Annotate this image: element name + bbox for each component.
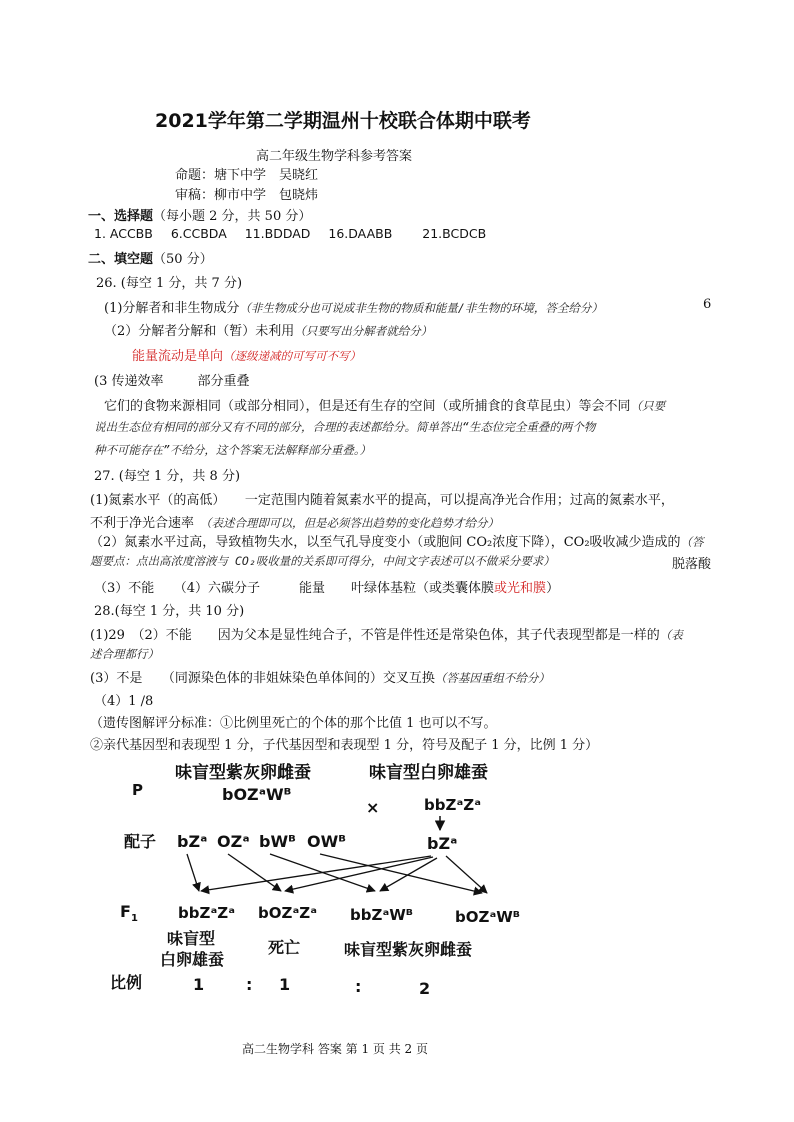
phenotype-label: 死亡	[268, 938, 301, 957]
handwritten-note: （非生物成分也可说成非生物的物质和能量/非生物的环境，答全给分）	[239, 301, 603, 315]
reviewer-line: 审稿：柳市中学 包晓炜	[175, 188, 319, 203]
handwritten-note: （只要写出分解者就给分）	[294, 324, 433, 338]
section1-note: （每小题 2 分，共 50 分）	[153, 209, 312, 224]
q28-scoring-line-2: ②亲代基因型和表现型 1 分，子代基因型和表现型 1 分，符号及配子 1 分，比例 1 分）	[90, 738, 599, 753]
answer-text: (1)29 （2）不能 因为父本是显性纯合子，不管是伴性还是常染色体，其子代表现型都是一样的	[90, 628, 660, 643]
page-footer: 高二生物学科 答案 第 1 页 共 2 页	[242, 1042, 428, 1056]
phenotype-label: 白卵雄蚕	[160, 950, 225, 969]
section2-header	[88, 248, 213, 267]
offspring-genotype: bOZᵃWᴮ	[455, 908, 520, 926]
q28-answer-3	[90, 667, 550, 686]
ratio-value: 1	[279, 975, 291, 994]
female-gamete: bWᴮ	[259, 832, 296, 851]
answer-text: (1)分解者和非生物成分	[104, 301, 240, 316]
phenotype-label: 味盲型紫灰卵雌蚕	[344, 940, 473, 959]
q26-answer-1-end: 6	[703, 297, 712, 312]
cross-line	[187, 854, 199, 891]
answer-group: 11.BDDAD	[244, 226, 311, 241]
ratio-separator: :	[355, 977, 362, 996]
answer-text: (3 传递效率	[94, 374, 164, 389]
q26-answer-1	[104, 297, 603, 316]
q28-heading: 28.(每空 1 分，共 10 分)	[94, 604, 245, 619]
answer-group: 16.DAABB	[328, 226, 393, 241]
cross-line	[201, 856, 431, 891]
q28-answer-1	[90, 624, 683, 643]
q27-answer-1: (1)氮素水平（的高低） 一定范围内随着氮素水平的提高，可以提高净光合作用；过高的氮素水平，	[90, 493, 674, 508]
q27-note-line: 题要点：点出高浓度溶液与 CO₂吸收量的关系即可得分，中间文字表述可以不做采分要求）	[90, 554, 555, 568]
section1-heading: 一、选择题	[88, 209, 154, 224]
answer-text: （2）氮素水平过高，导致植物失水，以至气孔导度变小（或胞间 CO₂浓度下降），CO₂吸收减少造成的	[90, 535, 681, 550]
male-gamete: bZᵃ	[427, 834, 458, 853]
handwritten-note: （只要	[630, 399, 666, 413]
q26-note-line-1: 说出生态位有相同的部分又有不同的部分，合理的表述都给分。简单答出“生态位完全重叠的两个物	[94, 420, 596, 434]
q26-answer-3	[132, 345, 361, 364]
q26-note-line-2: 种不可能存在”不给分，这个答案无法解释部分重叠。）	[94, 443, 372, 457]
offspring-genotype: bbZᵃWᴮ	[350, 906, 413, 924]
document-subtitle: 高二年级生物学科参考答案	[256, 149, 413, 164]
section2-heading: 二、填空题	[88, 252, 154, 267]
handwritten-note: （答基因重组不给分）	[434, 671, 550, 685]
cross-line	[270, 854, 375, 891]
phenotype-label: 味盲型	[167, 929, 216, 948]
male-parent-title: 味盲型白卵雄蚕	[369, 763, 488, 783]
answer-text: 部分重叠	[197, 374, 250, 389]
female-gamete: bZᵃ	[177, 832, 208, 851]
q26-answer-4	[94, 370, 250, 389]
q28-scoring-line-1: （遗传图解评分标准：①比例里死亡的个体的那个比值 1 也可以不写。	[90, 716, 497, 731]
answer-text: （2）分解者分解和（暂）未利用	[104, 324, 295, 339]
answer-text: ）	[546, 581, 560, 596]
q27-heading: 27. (每空 1 分，共 8 分)	[94, 469, 241, 484]
female-parent-title: 味盲型紫灰卵雌蚕	[175, 763, 311, 783]
q27-answer-3	[90, 531, 704, 550]
f1-label	[120, 902, 138, 924]
red-answer-text: 能量流动是单向	[132, 349, 224, 364]
red-answer-text: 或光和膜	[494, 581, 547, 596]
cross-line	[320, 854, 482, 893]
q28-note-line: 述合理都行）	[90, 647, 159, 661]
answer-group: 21.BCDCB	[422, 226, 487, 241]
cross-line	[446, 856, 487, 893]
answer-group: 6.CCBDA	[170, 226, 227, 241]
cross-symbol: ×	[366, 798, 380, 817]
choice-answers	[94, 226, 486, 241]
document-title: 2021学年第二学期温州十校联合体期中联考	[155, 110, 531, 132]
female-gamete: OWᴮ	[307, 832, 346, 851]
answer-text: 它们的食物来源相同（或部分相同），但是还有生存的空间（或所捕食的食草昆虫）等会不同	[104, 399, 631, 414]
f1-subscript: 1	[130, 913, 138, 924]
female-genotype: bOZᵃWᴮ	[222, 785, 292, 804]
q27-answer-2	[90, 512, 499, 531]
handwritten-note: （表	[659, 628, 683, 642]
answer-text: (3）不是 （同源染色体的非姐妹染色单体间的）交叉互换	[90, 671, 435, 686]
p-label: P	[132, 781, 143, 799]
answer-text: （3）不能 （4）六碳分子 能量 叶绿体基粒（或类囊体膜	[94, 581, 495, 596]
handwritten-note: （答	[680, 535, 704, 549]
answer-text: 不利于净光合速率	[90, 516, 195, 531]
gamete-label: 配子	[124, 832, 157, 851]
offspring-genotype: bbZᵃZᵃ	[178, 904, 235, 922]
handwritten-note: （逐级递减的可写可不写）	[223, 349, 362, 363]
genetic-cross-diagram	[0, 750, 794, 1010]
male-genotype: bbZᵃZᵃ	[424, 796, 481, 814]
q27-answer-abscisic: 脱落酸	[672, 557, 712, 572]
q26-answer-2	[104, 320, 432, 339]
ratio-separator: :	[246, 975, 253, 994]
answer-group: 1. ACCBB	[94, 226, 153, 241]
handwritten-note: （表述合理即可以，但是必须答出趋势的变化趋势才给分）	[200, 516, 500, 530]
section2-note: （50 分）	[153, 252, 213, 267]
female-gamete: OZᵃ	[217, 832, 250, 851]
ratio-value: 2	[419, 979, 431, 998]
offspring-genotype: bOZᵃZᵃ	[258, 904, 317, 922]
section1-header	[88, 205, 311, 224]
ratio-label: 比例	[110, 973, 143, 992]
author-line: 命题：塘下中学 吴晓红	[175, 168, 319, 183]
ratio-value: 1	[193, 975, 205, 994]
q26-heading: 26. (每空 1 分，共 7 分)	[96, 276, 243, 291]
f1-letter: F	[120, 902, 131, 921]
q26-answer-5	[104, 395, 665, 414]
q27-answer-4	[94, 577, 559, 596]
q28-answer-4: （4）1 /8	[94, 694, 154, 709]
